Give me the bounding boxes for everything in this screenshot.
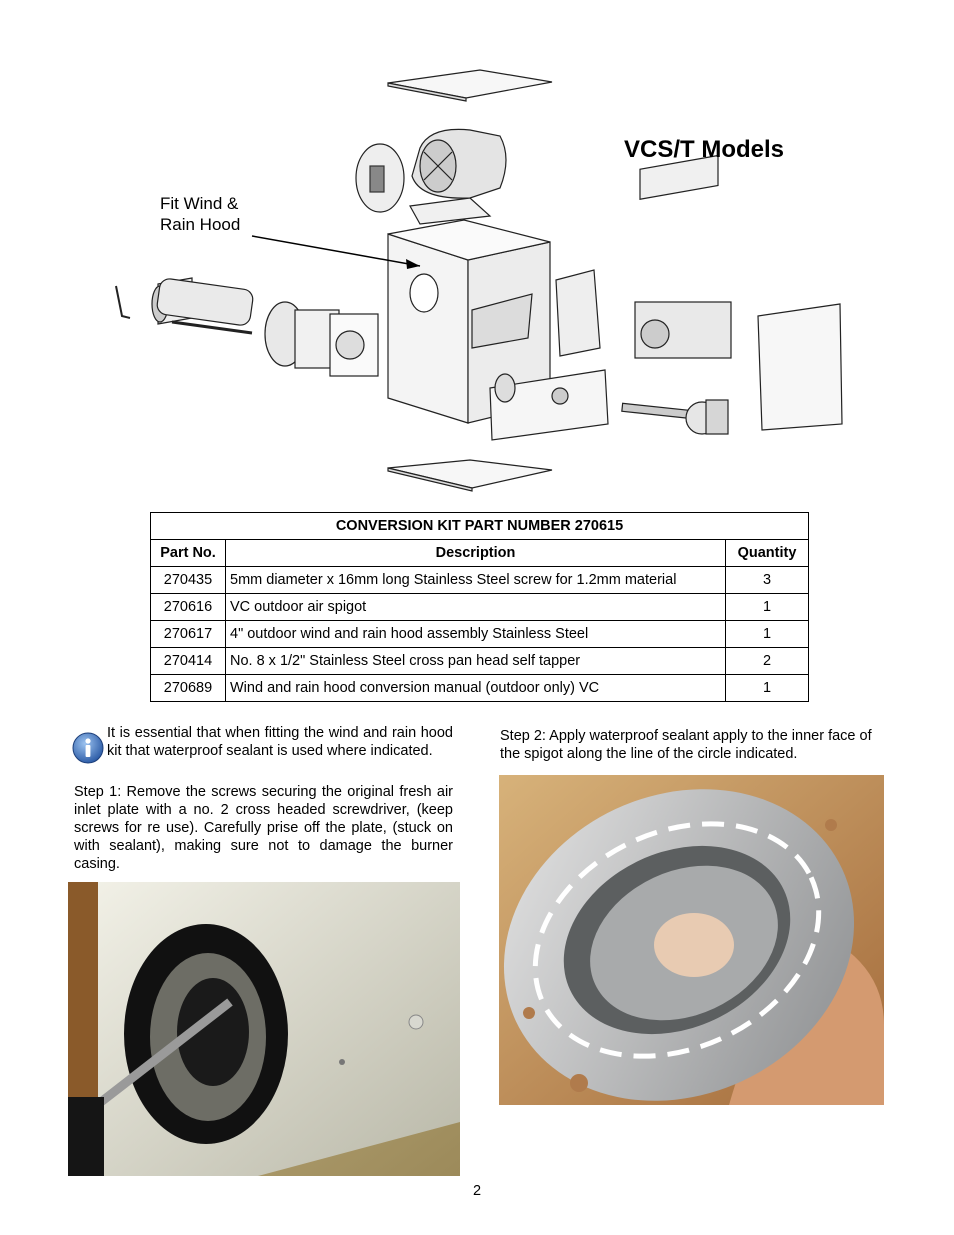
table-row (151, 621, 809, 648)
description: 4" outdoor wind and rain hood assembly Stainless Steel (226, 621, 726, 648)
quantity: 1 (726, 675, 809, 702)
info-icon (72, 732, 104, 764)
description: No. 8 x 1/2" Stainless Steel cross pan head self tapper (226, 648, 726, 675)
step-2-text: Step 2: Apply waterproof sealant apply to the inner face of the spigot along the line of the circle indicated. (500, 728, 872, 762)
sealant-note: It is essential that when fitting the wind and rain hood kit that waterproof sealant is used where indicated. (107, 725, 453, 759)
part-no: 270414 (151, 648, 226, 675)
description: VC outdoor air spigot (226, 594, 726, 621)
table-row (151, 594, 809, 621)
part-no: 270435 (151, 567, 226, 594)
page-number: 2 (472, 1183, 482, 1199)
fit-hood-callout (160, 193, 240, 235)
header-description: Description (226, 540, 726, 567)
quantity: 2 (726, 648, 809, 675)
table-row (151, 648, 809, 675)
conversion-kit-table (150, 512, 809, 702)
callout-line-2: Rain Hood (160, 215, 241, 234)
description: Wind and rain hood conversion manual (outdoor only) VC (226, 675, 726, 702)
quantity: 1 (726, 621, 809, 648)
quantity: 1 (726, 594, 809, 621)
part-no: 270617 (151, 621, 226, 648)
callout-line-1: Fit Wind & (160, 194, 239, 213)
exploded-parts-diagram (80, 48, 870, 513)
table-title: CONVERSION KIT PART NUMBER 270615 (151, 513, 809, 540)
table-row (151, 567, 809, 594)
header-quantity: Quantity (726, 540, 809, 567)
table-row (151, 675, 809, 702)
photo-spigot-sealant-line (499, 775, 884, 1105)
header-part-no: Part No. (151, 540, 226, 567)
models-title: VCS/T Models (624, 136, 785, 163)
quantity: 3 (726, 567, 809, 594)
description: 5mm diameter x 16mm long Stainless Steel screw for 1.2mm material (226, 567, 726, 594)
part-no: 270616 (151, 594, 226, 621)
part-no: 270689 (151, 675, 226, 702)
photo-remove-inlet-plate (68, 882, 460, 1176)
step-1-text: Step 1: Remove the screws securing the original fresh air inlet plate with a no. 2 cross headed screwdriver, (keep screws for re use). Carefully prise off the plate, (stuck on with sealant), making sure not to damage the burner casing. (74, 784, 453, 872)
